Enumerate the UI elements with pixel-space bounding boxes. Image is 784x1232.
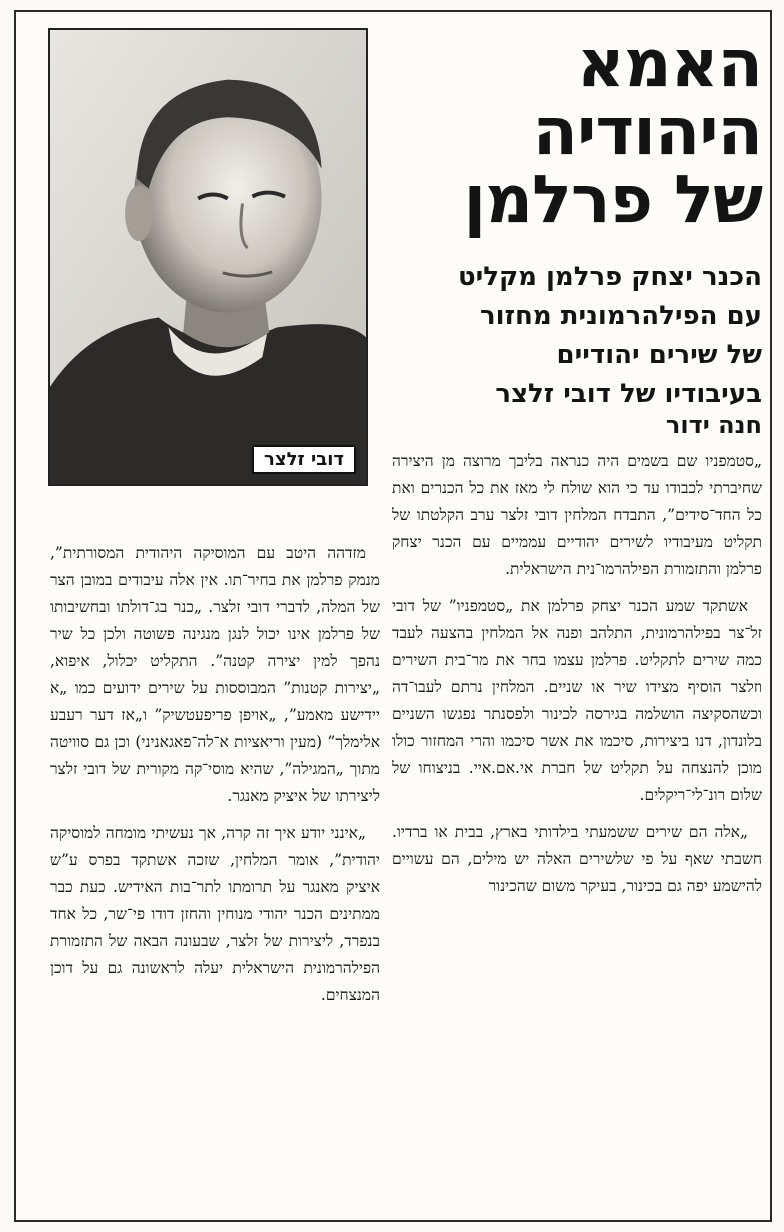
article-paragraph: „אינני יודע איך זה קרה, אך נעשיתי מומחה למוסיקה יהודית”, אומר המלחין, שזכה אשתקד בפרס ע”ש איציק מאנגר על תרומתו לתר־בות האידיש. כעת כבר ממתינים הכנר יהודי מנוחין והחזן דודו פי־שר, כל אחד בנפרד, ליצירות של זלצר, שבעונה הבאה של התזמורת הפילהרמונית הישראלית יעלה לראשונה גם על דוכן המנצחים. <box>50 824 380 1004</box>
portrait-image <box>50 30 366 484</box>
subheadline-line: בעיבודיו של דובי זלצר <box>495 379 762 409</box>
article-paragraph: אשתקד שמע הכנר יצחק פרלמן את „סטמפניו” של דובי זל־צר בפילהרמונית, התלהב ופנה אל המלחין בהצעה לעבד כמה שירים לתקליט. פרלמן עצמו בחר את מר־בית השירים וזלצר הוסיף מצידו שיר או שניים. המלחין נרתם לעבו־דה וכשהסקיצה הושלמה בגירסה לכינור ולפסנתר נפגשו השניים בלונדון, דנו ביצירות, סיכמו את אשר סיכמו והרי המחזור כולו מוכן להנצחה על תקליט של חברת אי.אם.איי. בניצוחו של שלום רונ־לי־ריקלים. <box>392 597 762 804</box>
headline-line: היהודיה <box>532 93 762 170</box>
article-paragraph: „אלה הם שירים ששמעתי בילדותי בארץ, בבית או ברדיו. חשבתי שאף על פי שלשירים האלה יש מילים, הם עשויים להישמע יפה גם בכינור, בעיקר משום שהכינור <box>392 823 762 895</box>
article-paragraph: „סטמפניו שם בשמים היה כנראה בליבך מרוצה מן היצירה שחיברתי לכבודו עד כי הוא שולח לי מאז את כל הכנרים ואת כל החד־סידים”, התבדח המלחין דובי זלצר ערב הקלטתו של תקליט מעיבודיו לשירים יהודיים עממיים עם הכנר יצחק פרלמן והתזמורת הפילהרמו־נית הישראלית. <box>392 452 762 578</box>
subheadline-line: עם הפילהרמונית מחזור <box>480 301 762 331</box>
photo-caption: דובי זלצר <box>252 445 356 474</box>
headline <box>378 25 762 238</box>
subheadline <box>378 258 762 414</box>
article-column-left <box>50 540 380 1019</box>
subheadline-line: הכנר יצחק פרלמן מקליט <box>457 262 762 292</box>
portrait-photo <box>48 28 368 486</box>
article-column-right <box>392 448 762 910</box>
article-paragraph: מזדהה היטב עם המוסיקה היהודית המסורתית”, מנמק פרלמן את בחיר־תו. אין אלה עיבודים במובן הצר של המלה, לדברי דובי זלצר. „כנר בג־דולתו ובחשיבותו של פרלמן אינו יכול לנגן מנגינה פשוטה ולכן כל שיר נהפך למין יצירה קטנה”. התקליט יכלול, איפוא, „יצירות קטנות” המבוססות על שירים ידועים כמו „א יידישע מאמע”, „אויפן פריפעטשיק” ו„אז דער רעבע אלימלך” (מעין וריאציות א־לה־פאגאניני) וכן גם סוויטה מתוך „המגילה”, שהיא מוסי־קה מקורית של דובי זלצר ליצירתו של איציק מאנגר. <box>50 544 380 805</box>
byline: חנה ידור <box>665 411 762 439</box>
subheadline-line: של שירים יהודיים <box>556 340 762 370</box>
headline-line: של פרלמן <box>463 161 762 238</box>
headline-line: האמא <box>576 25 762 102</box>
